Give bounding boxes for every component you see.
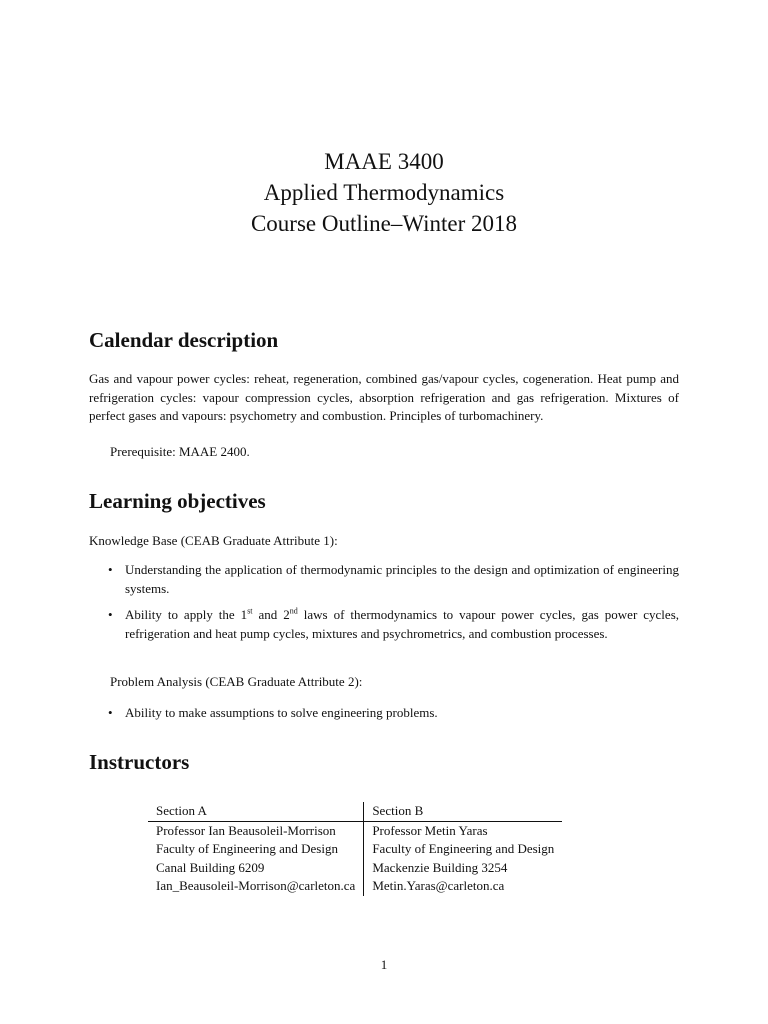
objective-text-suffix: laws of thermodynamics to vapour power cycles, gas power cycles, refrigeration and heat pump cycles, mixtures and psychrometrics, and combustion processes. (125, 607, 679, 641)
objective-text: Understanding the application of thermodynamic principles to the design and optimization of engineering systems. (125, 562, 679, 596)
objective-text-prefix: Ability to apply the 1 (125, 607, 248, 622)
list-item (108, 704, 679, 723)
section-a-faculty: Faculty of Engineering and Design (148, 840, 364, 859)
problem-analysis-list (108, 704, 679, 723)
bullet-icon: • (108, 562, 113, 577)
section-b-email: Metin.Yaras@carleton.ca (372, 878, 505, 893)
table-row (148, 821, 562, 840)
table-row (148, 859, 562, 878)
course-code: MAAE 3400 (324, 149, 444, 174)
calendar-description-text: Gas and vapour power cycles: reheat, regeneration, combined gas/vapour cycles, cogeneration. Heat pump and refrigeration cycles: vapour compression cycles, absorption refrigeration and gas refrigeration. Mixtures of perfect gases and vapours: psychometry and combustion. Principles of turbomachinery. (89, 371, 679, 423)
bullet-icon: • (108, 705, 113, 720)
section-a-label: Section A (148, 802, 364, 821)
section-b-label: Section B (364, 802, 562, 821)
course-name: Applied Thermodynamics (263, 180, 505, 205)
course-outline-subtitle: Course Outline–Winter 2018 (250, 211, 518, 236)
instructors-table (148, 802, 562, 896)
knowledge-base-label: Knowledge Base (CEAB Graduate Attribute 1): (89, 533, 338, 548)
section-b-faculty: Faculty of Engineering and Design (372, 841, 555, 856)
problem-analysis-label: Problem Analysis (CEAB Graduate Attribute 2): (110, 674, 363, 689)
ordinal-suffix: st (247, 606, 253, 616)
bullet-icon: • (108, 607, 113, 622)
knowledge-objectives-list (108, 561, 679, 643)
page-number: 1 (380, 957, 388, 972)
table-header-row (148, 802, 562, 821)
section-a-office: Canal Building 6209 (148, 859, 364, 878)
section-b-office: Mackenzie Building 3254 (372, 859, 508, 875)
learning-objectives-heading: Learning objectives (89, 489, 266, 513)
calendar-description-heading: Calendar description (89, 328, 279, 352)
objective-text-mid: and 2 (252, 607, 290, 622)
table-row (148, 840, 562, 859)
list-item (108, 606, 679, 643)
section-b-name: Professor Metin Yaras (372, 822, 488, 838)
ordinal-suffix: nd (289, 606, 298, 616)
list-item (108, 561, 679, 598)
section-a-name: Professor Ian Beausoleil-Morrison (148, 821, 364, 840)
instructors-heading: Instructors (89, 750, 190, 774)
table-row (148, 877, 562, 896)
document-title-block (0, 146, 768, 239)
objective-text: Ability to make assumptions to solve engineering problems. (125, 705, 438, 720)
section-a-email: Ian_Beausoleil-Morrison@carleton.ca (148, 877, 364, 896)
objective-text (125, 607, 679, 641)
prerequisite-text: Prerequisite: MAAE 2400. (110, 444, 250, 459)
